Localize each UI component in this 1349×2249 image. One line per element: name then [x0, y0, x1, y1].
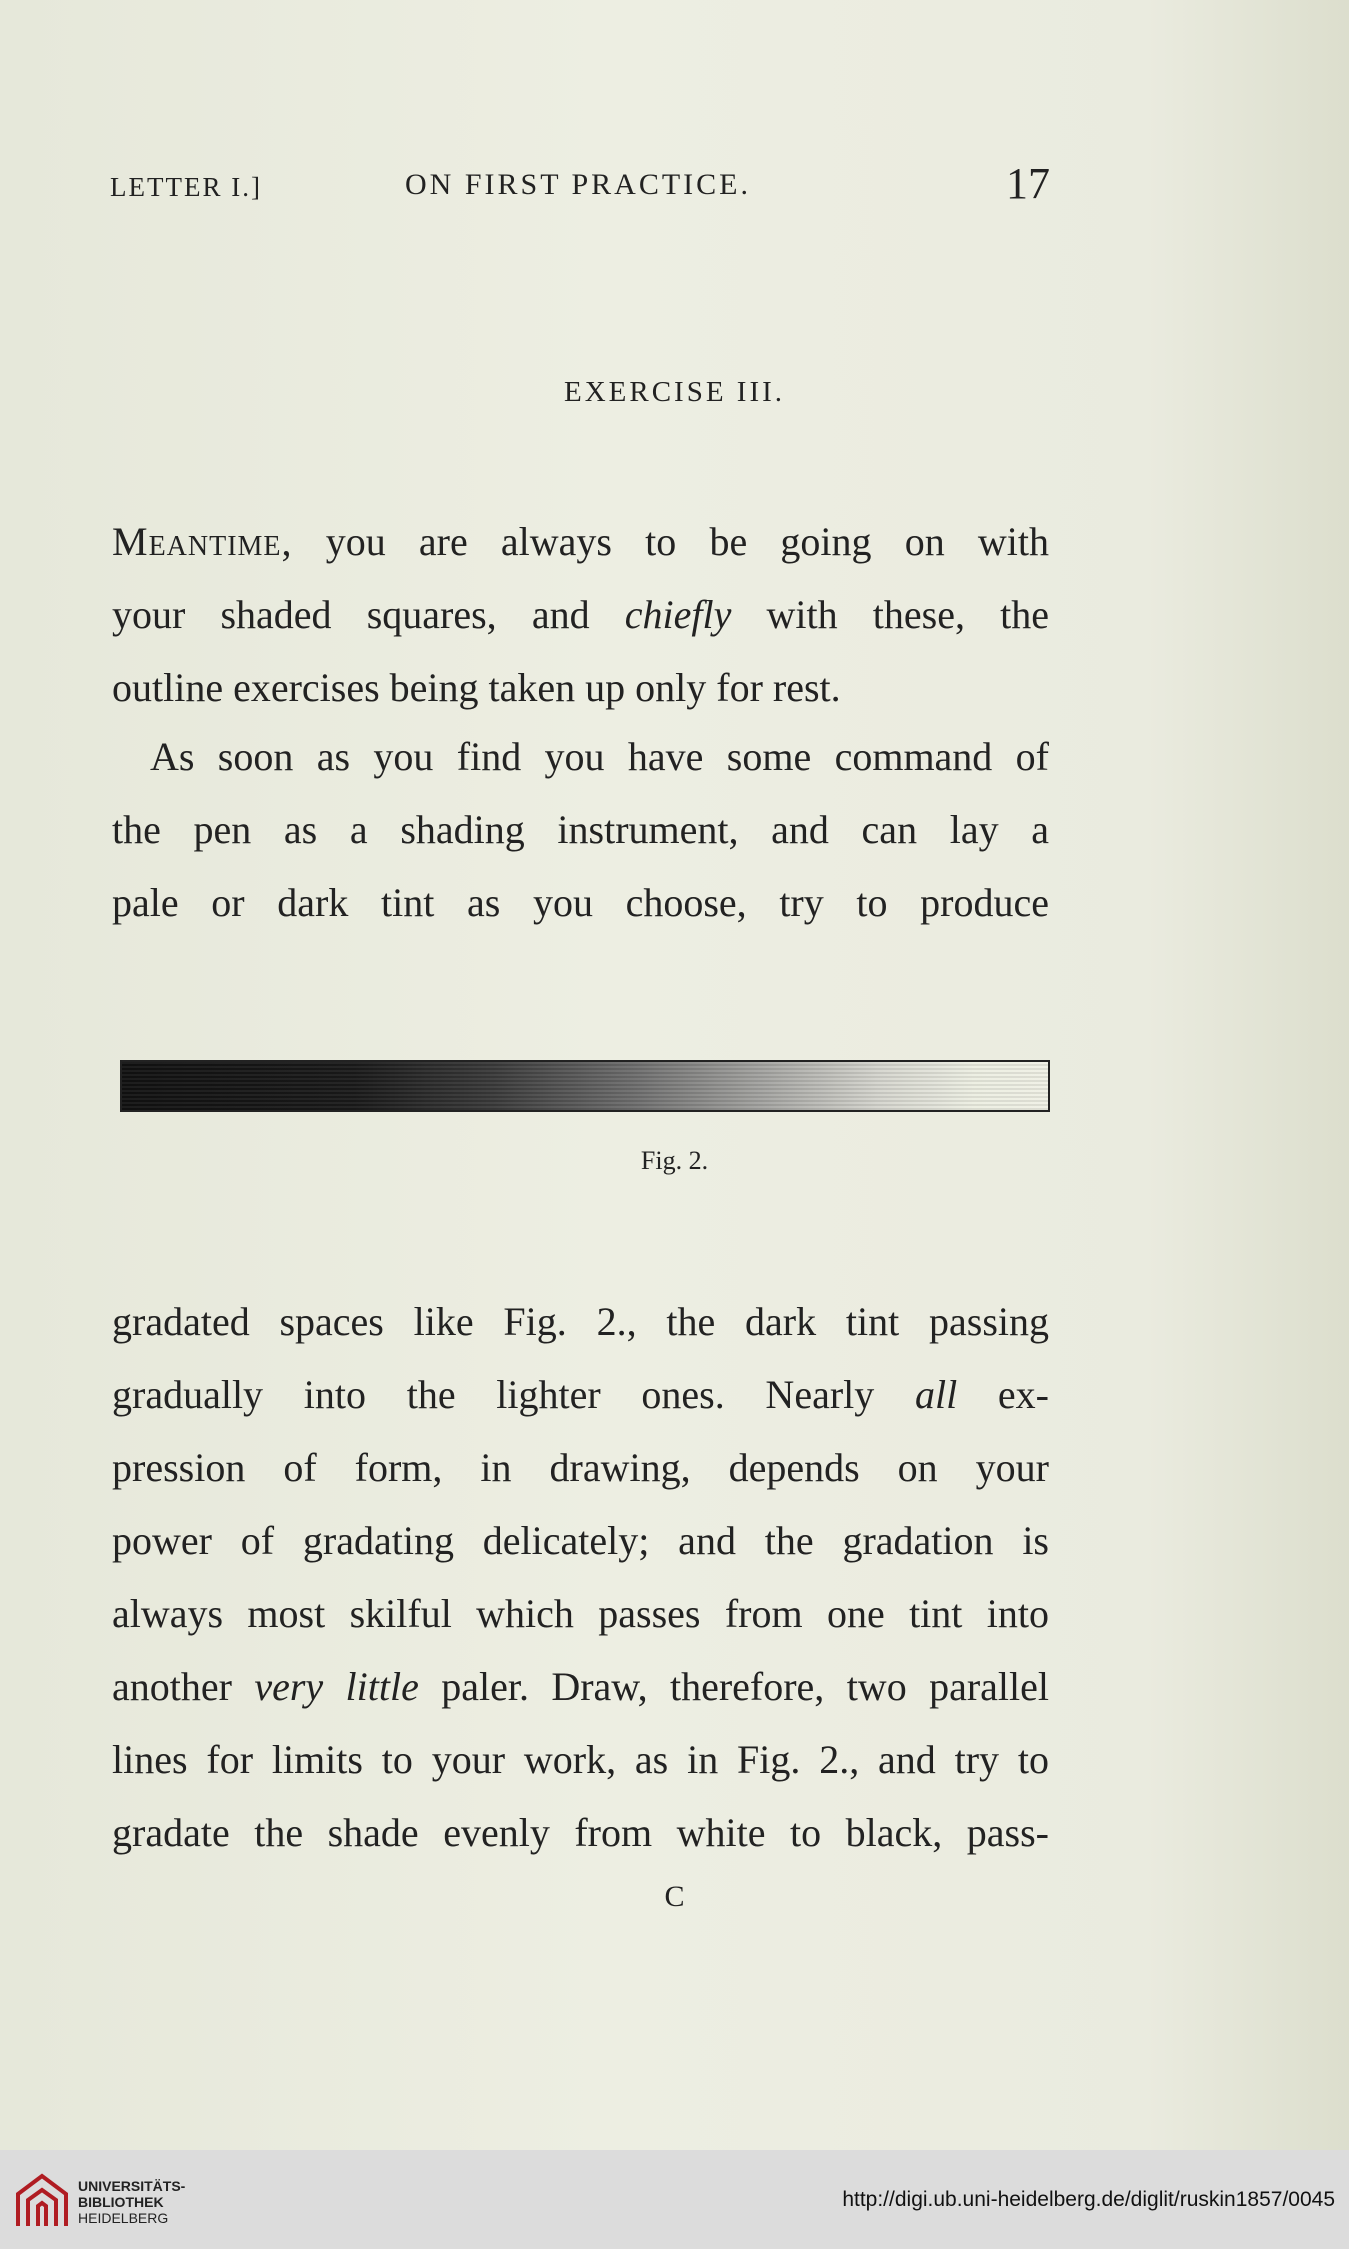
- paragraph-3: [112, 1285, 1049, 1869]
- library-name: UNIVERSITÄTS- BIBLIOTHEK HEIDELBERG: [78, 2178, 186, 2226]
- paragraph-1-line-3: outline exercises being taken up only for rest.: [112, 665, 841, 710]
- figure-caption: Fig. 2.: [640, 1146, 709, 1175]
- source-url[interactable]: http://digi.ub.uni-heidelberg.de/diglit/ruskin1857/0045: [842, 2188, 1335, 2211]
- paragraph-3-line-4: power of gradating delicately; and the gradation is: [112, 1518, 1049, 1563]
- paragraph-2-line-1: As soon as you find you have some command of: [150, 734, 1049, 779]
- paragraph-1: [112, 505, 1049, 724]
- paragraph-1-line-2: your shaded squares, and chiefly with these, the: [112, 592, 1050, 637]
- emphasis-all: all: [914, 1372, 958, 1417]
- library-logo-icon: [14, 2172, 70, 2230]
- paragraph-3-line-1: gradated spaces like Fig. 2., the dark tint passing: [112, 1299, 1049, 1344]
- paragraph-3-line-2: gradually into the lighter ones. Nearly all ex-: [112, 1372, 1050, 1417]
- header-letter-label: LETTER I.]: [110, 172, 262, 202]
- paragraph-2-line-3: pale or dark tint as you choose, try to produce: [112, 880, 1049, 925]
- emphasis-chiefly: chiefly: [624, 592, 732, 637]
- paragraph-3-line-5: always most skilful which passes from one tint into: [112, 1591, 1049, 1636]
- paragraph-3-line-7: lines for limits to your work, as in Fig. 2., and try to: [112, 1737, 1049, 1782]
- footer-bar: [0, 2150, 1349, 2249]
- page-number: 17: [1006, 159, 1050, 208]
- exercise-heading: EXERCISE III.: [563, 376, 786, 408]
- header-title: ON FIRST PRACTICE.: [405, 168, 752, 201]
- gradient-figure: [120, 1060, 1050, 1112]
- paragraph-2: [112, 720, 1049, 939]
- lead-word: Meantime,: [112, 519, 293, 564]
- paragraph-3-line-8: gradate the shade evenly from white to black, pass-: [112, 1810, 1049, 1855]
- paragraph-1-line-1: Meantime, you are always to be going on with: [112, 519, 1049, 564]
- paragraph-3-line-6: another very little paler. Draw, therefore, two parallel: [112, 1664, 1049, 1709]
- emphasis-very-little: very little: [254, 1664, 419, 1709]
- running-header: [110, 158, 1050, 218]
- paragraph-2-line-2: the pen as a shading instrument, and can lay a: [112, 807, 1049, 852]
- signature-mark: C: [664, 1880, 685, 1913]
- paragraph-3-line-3: pression of form, in drawing, depends on your: [112, 1445, 1049, 1490]
